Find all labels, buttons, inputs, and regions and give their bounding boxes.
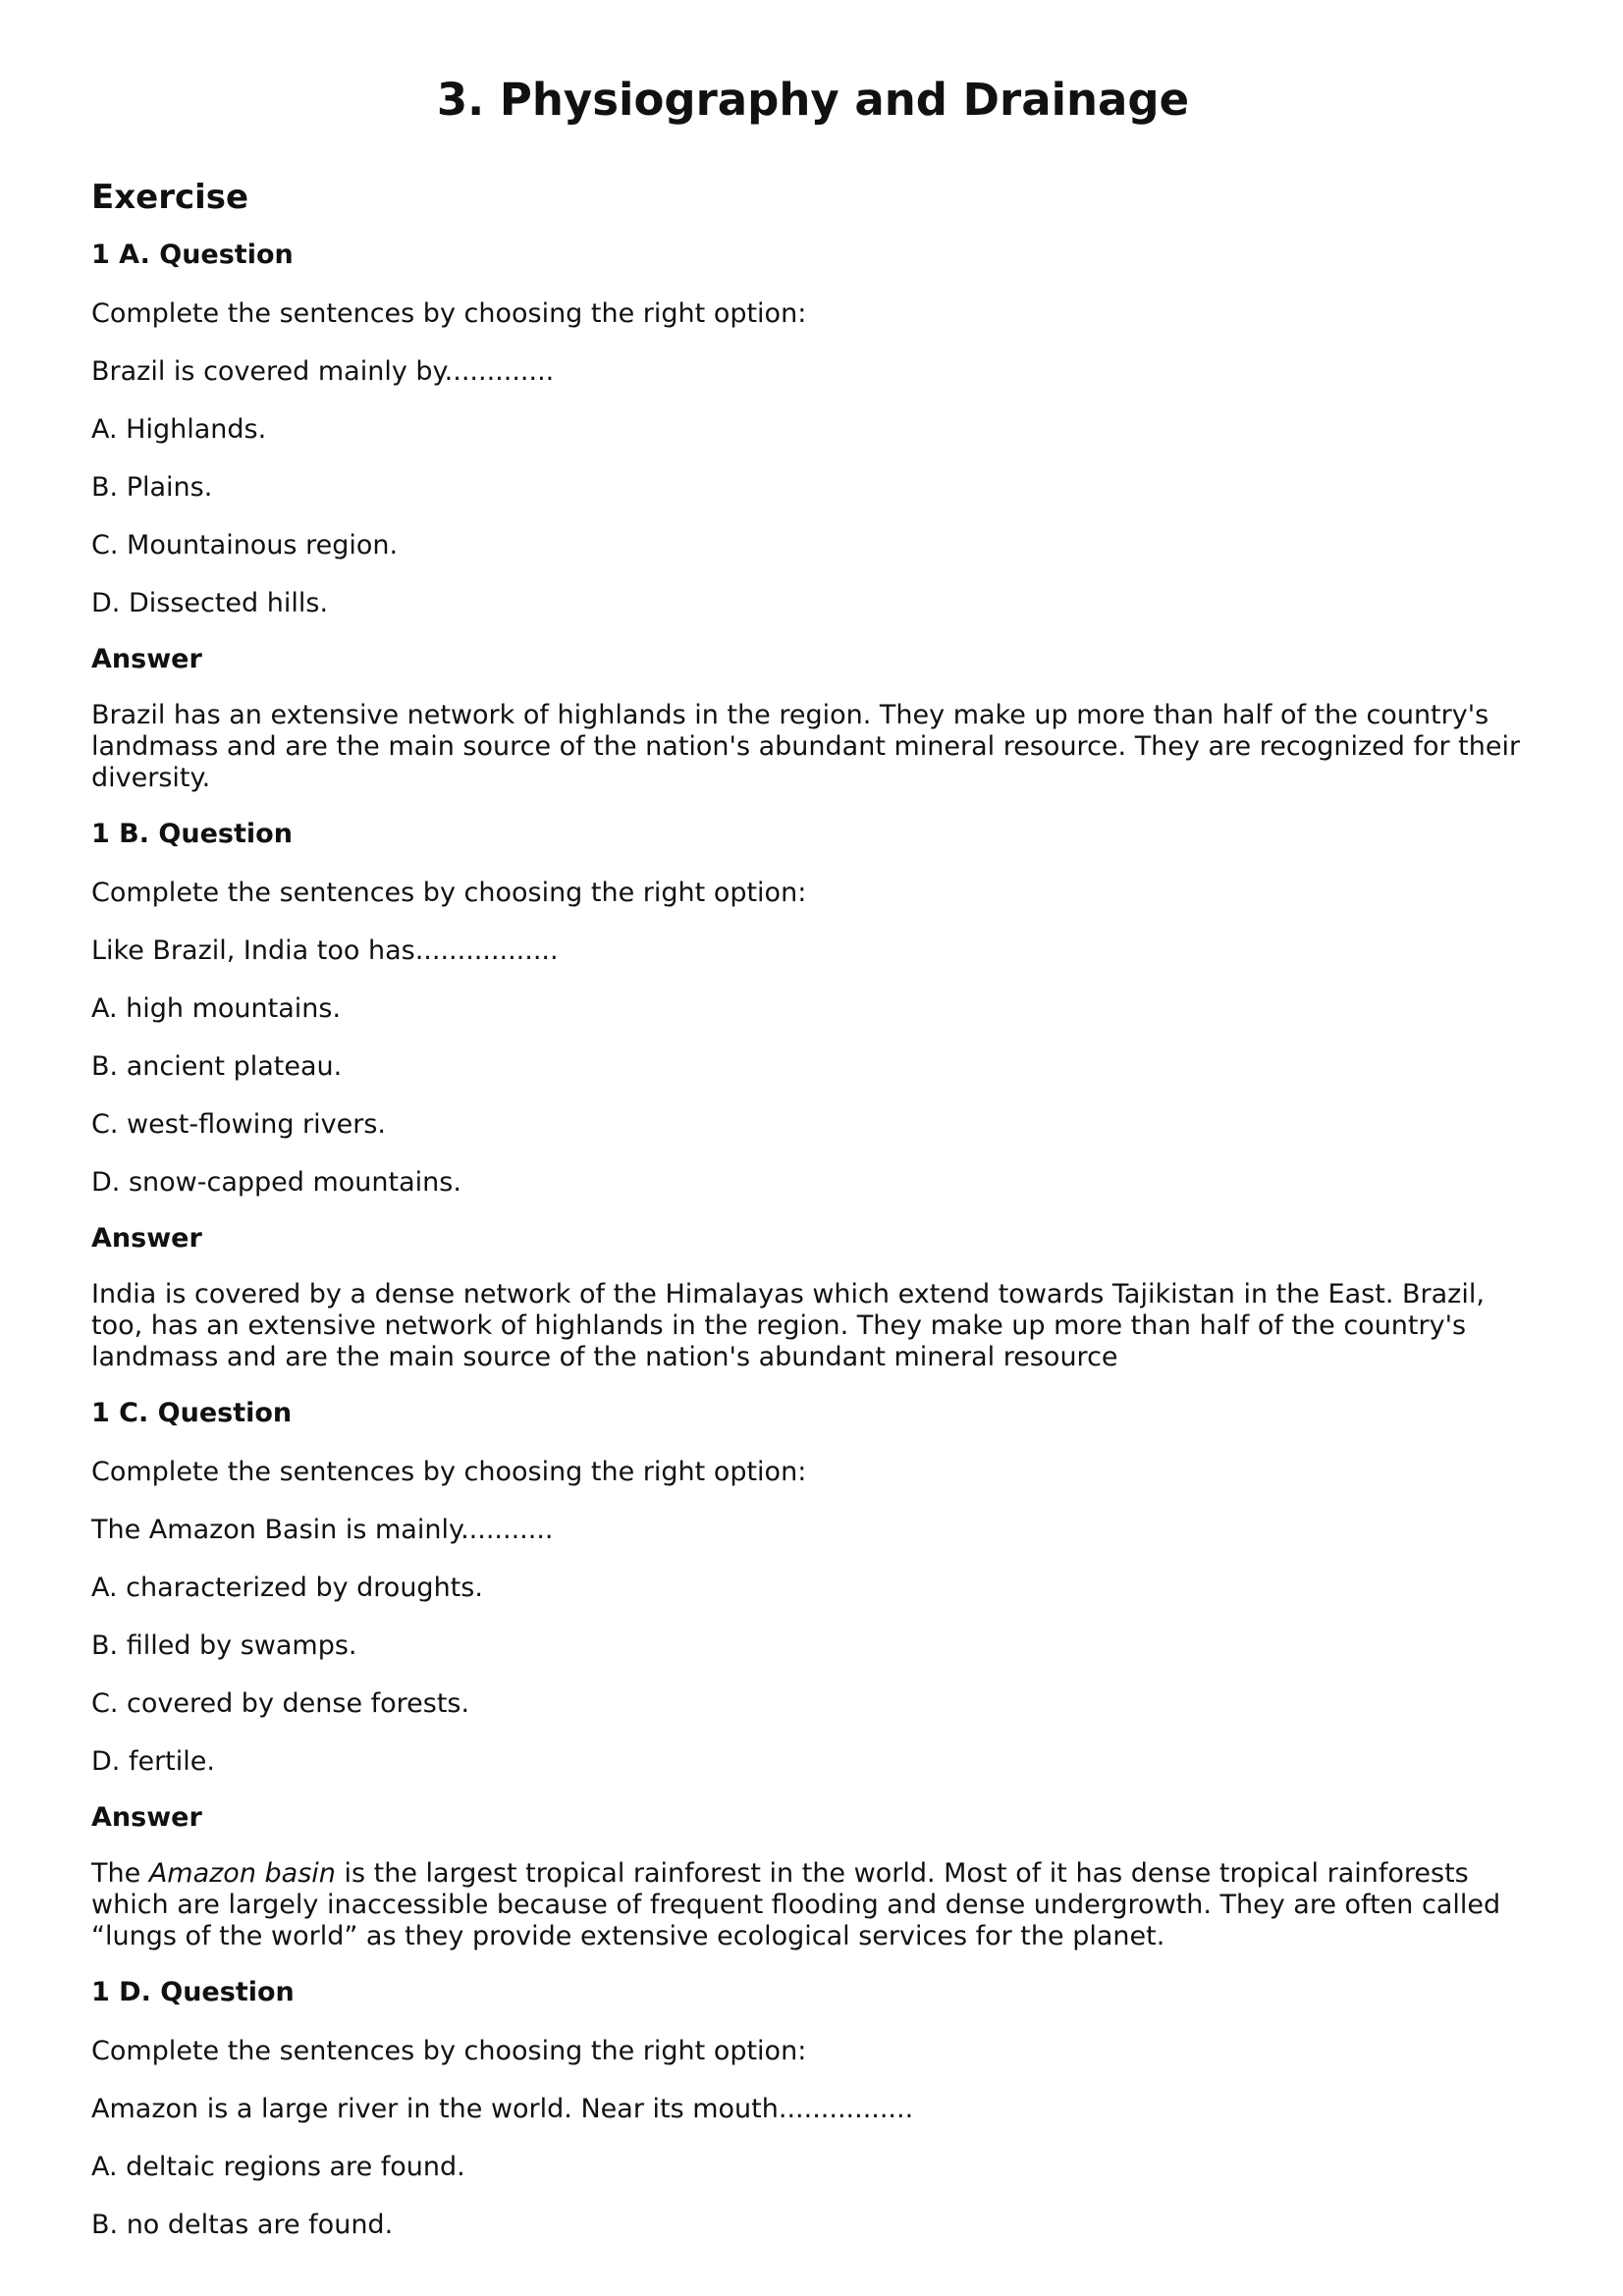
- question-block-1b: [91, 818, 1535, 1373]
- option-b: B. no deltas are found.: [91, 2210, 394, 2240]
- option-c: C. covered by dense forests.: [91, 1688, 470, 1719]
- answer-heading: Answer: [91, 1223, 202, 1254]
- answer-text-pre: The: [91, 1858, 149, 1889]
- answer-text-emphasis: Amazon basin: [148, 1858, 336, 1889]
- answer-text-pre: Brazil has an extensive network of highlands in the region. They make up more than half of the country's landmass and are the main source of the nation's abundant mineral resource. They are recognized for their diversity.: [91, 700, 1521, 793]
- question-instruction: Complete the sentences by choosing the right option:: [91, 878, 807, 908]
- option-a: A. Highlands.: [91, 414, 267, 445]
- option-a: A. deltaic regions are found.: [91, 2152, 465, 2182]
- question-heading: 1 C. Question: [91, 1398, 293, 1428]
- answer-heading: Answer: [91, 644, 202, 674]
- answer-text-pre: India is covered by a dense network of the Himalayas which extend towards Tajikistan in the East. Brazil, too, has an extensive network of highlands in the region. They make up more than half of the country's landmass and are the main source of the nation's abundant mineral resource: [91, 1279, 1485, 1372]
- question-heading: 1 A. Question: [91, 240, 294, 270]
- option-b: B. filled by swamps.: [91, 1630, 357, 1661]
- answer-text: [91, 1279, 1535, 1373]
- question-prompt: Like Brazil, India too has.................: [91, 935, 559, 966]
- question-prompt: The Amazon Basin is mainly...........: [91, 1515, 554, 1545]
- answer-text: [91, 1858, 1535, 1952]
- answer-text-post: is the largest tropical rainforest in the world. Most of it has dense tropical rainforests which are largely inaccessible because of frequent flooding and dense undergrowth. They are often called “lungs of the world” as they provide extensive ecological services for the planet.: [91, 1858, 1501, 1951]
- question-instruction: Complete the sentences by choosing the right option:: [91, 2036, 807, 2066]
- question-block-1d: [91, 1976, 1535, 2241]
- option-d: D. snow-capped mountains.: [91, 1167, 461, 1198]
- question-instruction: Complete the sentences by choosing the right option:: [91, 298, 807, 329]
- option-b: B. Plains.: [91, 472, 213, 503]
- question-heading: 1 D. Question: [91, 1977, 295, 2007]
- page-title: 3. Physiography and Drainage: [436, 74, 1190, 126]
- option-a: A. characterized by droughts.: [91, 1573, 483, 1603]
- document-page: [91, 69, 1535, 2241]
- answer-text: [91, 700, 1535, 794]
- option-a: A. high mountains.: [91, 993, 342, 1024]
- question-prompt: Brazil is covered mainly by.............: [91, 356, 555, 387]
- question-block-1c: [91, 1397, 1535, 1952]
- option-c: C. west-flowing rivers.: [91, 1109, 386, 1140]
- section-heading: Exercise: [91, 178, 249, 217]
- option-d: D. fertile.: [91, 1746, 215, 1777]
- question-prompt: Amazon is a large river in the world. Near its mouth................: [91, 2094, 914, 2124]
- option-d: D. Dissected hills.: [91, 588, 329, 618]
- answer-heading: Answer: [91, 1802, 202, 1833]
- question-heading: 1 B. Question: [91, 819, 293, 849]
- question-instruction: Complete the sentences by choosing the right option:: [91, 1457, 807, 1487]
- option-c: C. Mountainous region.: [91, 530, 399, 561]
- question-block-1a: [91, 239, 1535, 794]
- option-b: B. ancient plateau.: [91, 1051, 343, 1082]
